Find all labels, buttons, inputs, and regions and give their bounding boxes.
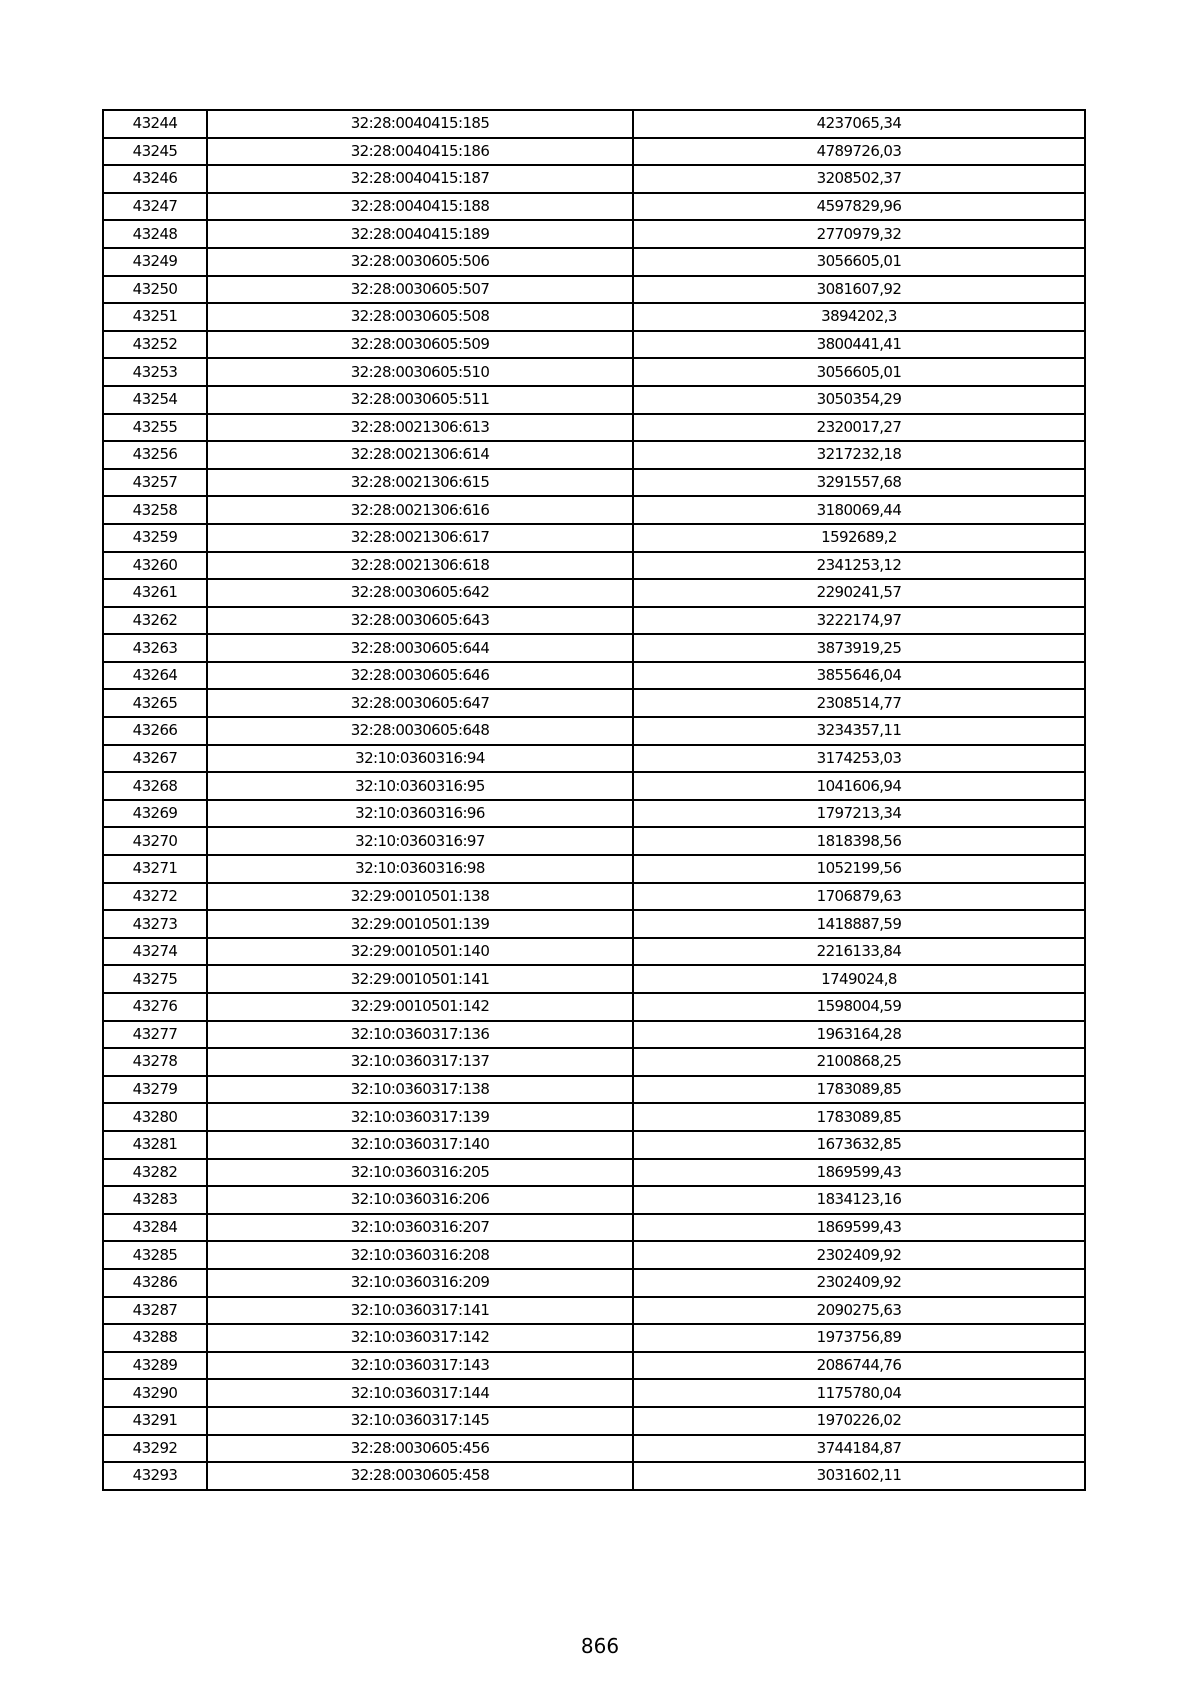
cadastral-number-cell: 32:10:0360316:98	[207, 855, 633, 883]
value-cell: 2216133,84	[633, 938, 1085, 966]
table-row	[103, 717, 1085, 745]
row-number-cell: 43283	[103, 1186, 207, 1214]
cadastral-value-table	[102, 109, 1086, 1491]
row-number-cell: 43257	[103, 469, 207, 497]
row-number-cell: 43247	[103, 193, 207, 221]
value-cell: 4237065,34	[633, 110, 1085, 138]
cadastral-number-cell: 32:28:0030605:508	[207, 303, 633, 331]
cadastral-number-cell: 32:10:0360316:95	[207, 772, 633, 800]
table-row	[103, 552, 1085, 580]
cadastral-number-cell: 32:29:0010501:141	[207, 965, 633, 993]
row-number-cell: 43291	[103, 1407, 207, 1435]
value-cell: 2290241,57	[633, 579, 1085, 607]
row-number-cell: 43273	[103, 910, 207, 938]
row-number-cell: 43276	[103, 993, 207, 1021]
value-cell: 3873919,25	[633, 634, 1085, 662]
value-cell: 3174253,03	[633, 745, 1085, 773]
cadastral-number-cell: 32:28:0040415:185	[207, 110, 633, 138]
row-number-cell: 43260	[103, 552, 207, 580]
table-row	[103, 607, 1085, 635]
row-number-cell: 43248	[103, 220, 207, 248]
table-row	[103, 276, 1085, 304]
value-cell: 3222174,97	[633, 607, 1085, 635]
value-cell: 3208502,37	[633, 165, 1085, 193]
value-cell: 1418887,59	[633, 910, 1085, 938]
value-cell: 2320017,27	[633, 414, 1085, 442]
row-number-cell: 43253	[103, 358, 207, 386]
table-row	[103, 993, 1085, 1021]
page-number: 866	[580, 1634, 620, 1658]
cadastral-number-cell: 32:28:0021306:614	[207, 441, 633, 469]
value-cell: 1706879,63	[633, 883, 1085, 911]
row-number-cell: 43250	[103, 276, 207, 304]
cadastral-number-cell: 32:10:0360317:136	[207, 1021, 633, 1049]
table-row	[103, 1021, 1085, 1049]
table-row	[103, 1462, 1085, 1490]
cadastral-number-cell: 32:28:0021306:618	[207, 552, 633, 580]
value-cell: 1869599,43	[633, 1214, 1085, 1242]
table-row	[103, 827, 1085, 855]
table-row	[103, 910, 1085, 938]
table-row	[103, 634, 1085, 662]
value-cell: 4597829,96	[633, 193, 1085, 221]
table-row	[103, 193, 1085, 221]
row-number-cell: 43288	[103, 1324, 207, 1352]
table-row	[103, 965, 1085, 993]
table-row	[103, 745, 1085, 773]
cadastral-number-cell: 32:28:0030605:647	[207, 689, 633, 717]
row-number-cell: 43284	[103, 1214, 207, 1242]
cadastral-number-cell: 32:28:0030605:458	[207, 1462, 633, 1490]
cadastral-number-cell: 32:28:0030605:644	[207, 634, 633, 662]
row-number-cell: 43264	[103, 662, 207, 690]
row-number-cell: 43290	[103, 1379, 207, 1407]
row-number-cell: 43274	[103, 938, 207, 966]
value-cell: 2308514,77	[633, 689, 1085, 717]
cadastral-number-cell: 32:29:0010501:142	[207, 993, 633, 1021]
cadastral-number-cell: 32:29:0010501:138	[207, 883, 633, 911]
value-cell: 2090275,63	[633, 1297, 1085, 1325]
row-number-cell: 43279	[103, 1076, 207, 1104]
row-number-cell: 43261	[103, 579, 207, 607]
table-row	[103, 1297, 1085, 1325]
table-row	[103, 883, 1085, 911]
table-body	[103, 110, 1085, 1490]
cadastral-number-cell: 32:10:0360316:208	[207, 1241, 633, 1269]
table-row	[103, 524, 1085, 552]
row-number-cell: 43254	[103, 386, 207, 414]
table-row	[103, 689, 1085, 717]
table-row	[103, 165, 1085, 193]
value-cell: 3894202,3	[633, 303, 1085, 331]
row-number-cell: 43256	[103, 441, 207, 469]
row-number-cell: 43286	[103, 1269, 207, 1297]
cadastral-number-cell: 32:28:0040415:186	[207, 138, 633, 166]
value-cell: 1834123,16	[633, 1186, 1085, 1214]
value-cell: 4789726,03	[633, 138, 1085, 166]
table-row	[103, 772, 1085, 800]
row-number-cell: 43292	[103, 1435, 207, 1463]
cadastral-number-cell: 32:10:0360317:139	[207, 1103, 633, 1131]
cadastral-number-cell: 32:28:0030605:507	[207, 276, 633, 304]
cadastral-number-cell: 32:28:0021306:613	[207, 414, 633, 442]
row-number-cell: 43265	[103, 689, 207, 717]
cadastral-number-cell: 32:28:0040415:187	[207, 165, 633, 193]
value-cell: 3800441,41	[633, 331, 1085, 359]
value-cell: 1783089,85	[633, 1103, 1085, 1131]
value-cell: 3234357,11	[633, 717, 1085, 745]
value-cell: 3081607,92	[633, 276, 1085, 304]
table-row	[103, 1186, 1085, 1214]
row-number-cell: 43249	[103, 248, 207, 276]
table-row	[103, 441, 1085, 469]
table-row	[103, 138, 1085, 166]
cadastral-number-cell: 32:10:0360316:209	[207, 1269, 633, 1297]
table-row	[103, 662, 1085, 690]
row-number-cell: 43268	[103, 772, 207, 800]
cadastral-number-cell: 32:28:0021306:616	[207, 496, 633, 524]
table-row	[103, 386, 1085, 414]
cadastral-number-cell: 32:10:0360317:137	[207, 1048, 633, 1076]
cadastral-number-cell: 32:29:0010501:140	[207, 938, 633, 966]
table-row	[103, 579, 1085, 607]
value-cell: 1869599,43	[633, 1159, 1085, 1187]
value-cell: 2341253,12	[633, 552, 1085, 580]
cadastral-number-cell: 32:10:0360316:206	[207, 1186, 633, 1214]
table-row	[103, 469, 1085, 497]
cadastral-number-cell: 32:10:0360317:144	[207, 1379, 633, 1407]
cadastral-number-cell: 32:10:0360317:143	[207, 1352, 633, 1380]
cadastral-number-cell: 32:10:0360316:97	[207, 827, 633, 855]
value-cell: 3180069,44	[633, 496, 1085, 524]
cadastral-number-cell: 32:28:0030605:646	[207, 662, 633, 690]
row-number-cell: 43278	[103, 1048, 207, 1076]
cadastral-number-cell: 32:28:0030605:506	[207, 248, 633, 276]
cadastral-number-cell: 32:28:0021306:617	[207, 524, 633, 552]
table-row	[103, 220, 1085, 248]
value-cell: 1963164,28	[633, 1021, 1085, 1049]
value-cell: 1598004,59	[633, 993, 1085, 1021]
row-number-cell: 43275	[103, 965, 207, 993]
cadastral-number-cell: 32:28:0030605:509	[207, 331, 633, 359]
cadastral-number-cell: 32:10:0360316:205	[207, 1159, 633, 1187]
table-row	[103, 496, 1085, 524]
value-cell: 1797213,34	[633, 800, 1085, 828]
value-cell: 3056605,01	[633, 358, 1085, 386]
value-cell: 2302409,92	[633, 1269, 1085, 1297]
row-number-cell: 43245	[103, 138, 207, 166]
value-cell: 2086744,76	[633, 1352, 1085, 1380]
table-row	[103, 110, 1085, 138]
value-cell: 1970226,02	[633, 1407, 1085, 1435]
value-cell: 1041606,94	[633, 772, 1085, 800]
value-cell: 1818398,56	[633, 827, 1085, 855]
row-number-cell: 43282	[103, 1159, 207, 1187]
table-row	[103, 938, 1085, 966]
table-row	[103, 248, 1085, 276]
table-row	[103, 1103, 1085, 1131]
value-cell: 1175780,04	[633, 1379, 1085, 1407]
row-number-cell: 43263	[103, 634, 207, 662]
cadastral-number-cell: 32:10:0360316:96	[207, 800, 633, 828]
row-number-cell: 43270	[103, 827, 207, 855]
cadastral-number-cell: 32:28:0030605:456	[207, 1435, 633, 1463]
cadastral-number-cell: 32:10:0360317:138	[207, 1076, 633, 1104]
row-number-cell: 43272	[103, 883, 207, 911]
cadastral-number-cell: 32:28:0030605:510	[207, 358, 633, 386]
value-cell: 3217232,18	[633, 441, 1085, 469]
row-number-cell: 43293	[103, 1462, 207, 1490]
cadastral-number-cell: 32:28:0021306:615	[207, 469, 633, 497]
row-number-cell: 43266	[103, 717, 207, 745]
row-number-cell: 43251	[103, 303, 207, 331]
row-number-cell: 43289	[103, 1352, 207, 1380]
cadastral-number-cell: 32:29:0010501:139	[207, 910, 633, 938]
table-row	[103, 414, 1085, 442]
cadastral-number-cell: 32:10:0360317:140	[207, 1131, 633, 1159]
value-cell: 2302409,92	[633, 1241, 1085, 1269]
row-number-cell: 43259	[103, 524, 207, 552]
value-cell: 3744184,87	[633, 1435, 1085, 1463]
row-number-cell: 43267	[103, 745, 207, 773]
value-cell: 2770979,32	[633, 220, 1085, 248]
row-number-cell: 43262	[103, 607, 207, 635]
value-cell: 1592689,2	[633, 524, 1085, 552]
table-row	[103, 1407, 1085, 1435]
table-row	[103, 1048, 1085, 1076]
row-number-cell: 43277	[103, 1021, 207, 1049]
value-cell: 1749024,8	[633, 965, 1085, 993]
table-row	[103, 1076, 1085, 1104]
value-cell: 1052199,56	[633, 855, 1085, 883]
cadastral-number-cell: 32:28:0040415:189	[207, 220, 633, 248]
table-row	[103, 855, 1085, 883]
row-number-cell: 43258	[103, 496, 207, 524]
table-row	[103, 1324, 1085, 1352]
table-row	[103, 331, 1085, 359]
cadastral-number-cell: 32:28:0040415:188	[207, 193, 633, 221]
table-row	[103, 303, 1085, 331]
value-cell: 3050354,29	[633, 386, 1085, 414]
row-number-cell: 43246	[103, 165, 207, 193]
value-cell: 3056605,01	[633, 248, 1085, 276]
row-number-cell: 43244	[103, 110, 207, 138]
table-row	[103, 800, 1085, 828]
row-number-cell: 43269	[103, 800, 207, 828]
table-row	[103, 1241, 1085, 1269]
row-number-cell: 43281	[103, 1131, 207, 1159]
cadastral-number-cell: 32:10:0360317:142	[207, 1324, 633, 1352]
row-number-cell: 43287	[103, 1297, 207, 1325]
value-cell: 3855646,04	[633, 662, 1085, 690]
value-cell: 3291557,68	[633, 469, 1085, 497]
table-row	[103, 1159, 1085, 1187]
table-row	[103, 1379, 1085, 1407]
table-row	[103, 1269, 1085, 1297]
row-number-cell: 43271	[103, 855, 207, 883]
row-number-cell: 43255	[103, 414, 207, 442]
cadastral-number-cell: 32:10:0360316:94	[207, 745, 633, 773]
cadastral-number-cell: 32:28:0030605:511	[207, 386, 633, 414]
value-cell: 1673632,85	[633, 1131, 1085, 1159]
table-row	[103, 1352, 1085, 1380]
value-cell: 3031602,11	[633, 1462, 1085, 1490]
cadastral-number-cell: 32:28:0030605:648	[207, 717, 633, 745]
cadastral-number-cell: 32:10:0360316:207	[207, 1214, 633, 1242]
table-row	[103, 1435, 1085, 1463]
row-number-cell: 43285	[103, 1241, 207, 1269]
value-cell: 1783089,85	[633, 1076, 1085, 1104]
table-row	[103, 1131, 1085, 1159]
cadastral-number-cell: 32:28:0030605:643	[207, 607, 633, 635]
row-number-cell: 43280	[103, 1103, 207, 1131]
table-row	[103, 1214, 1085, 1242]
row-number-cell: 43252	[103, 331, 207, 359]
table-row	[103, 358, 1085, 386]
value-cell: 1973756,89	[633, 1324, 1085, 1352]
cadastral-number-cell: 32:10:0360317:145	[207, 1407, 633, 1435]
cadastral-number-cell: 32:10:0360317:141	[207, 1297, 633, 1325]
value-cell: 2100868,25	[633, 1048, 1085, 1076]
cadastral-number-cell: 32:28:0030605:642	[207, 579, 633, 607]
